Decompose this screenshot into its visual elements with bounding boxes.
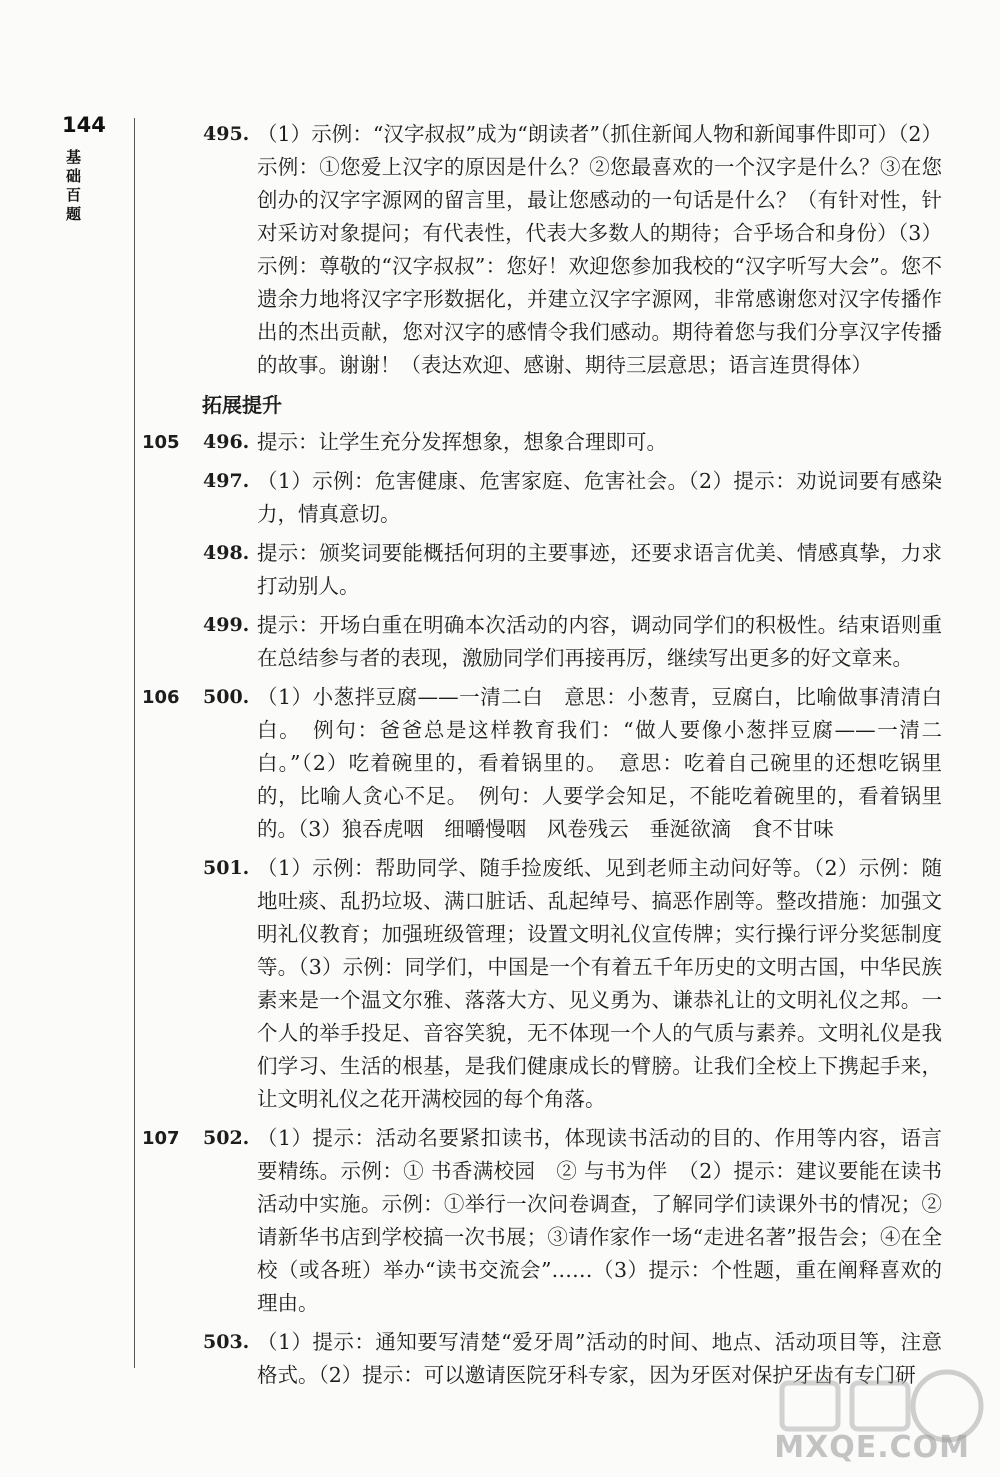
answer-text: （1）提示：活动名要紧扣读书，体现读书活动的目的、作用等内容，语言要精练。示例：① 书香满校园 ② 与书为伴 （2）提示：建议要能在读书活动中实施。示例：①举行一次问卷调查，了解同学们读课外书的情况；②请新华书店到学校搞一次书展；③请作家作一场“走进名著”报告会；④在全校（或各班）举办“读书交流会”……（3）提示：个性题，重在阐释喜欢的理由。 xyxy=(257,1126,942,1315)
answer-text: （1）示例：帮助同学、随手捡废纸、见到老师主动问好等。（2）示例：随地吐痰、乱扔垃圾、满口脏话、乱起绰号、搞恶作剧等。整改措施：加强文明礼仪教育；加强班级管理；设置文明礼仪宣传牌；实行操行评分奖惩制度等。（3）示例：同学们，中国是一个有着五千年历史的文明古国，中华民族素来是一个温文尔雅、落落大方、见义勇为、谦恭礼让的文明礼仪之邦。一个人的举手投足、音容笑貌，无不体现一个人的气质与素养。文明礼仪是我们学习、生活的根基，是我们健康成长的臂膀。让我们全校上下携起手来，让文明礼仪之花开满校园的每个角落。 xyxy=(257,856,942,1111)
question-number: 498. xyxy=(203,542,250,564)
answer-content xyxy=(142,118,942,1398)
section-heading: 拓展提升 xyxy=(202,393,282,417)
page-reference: 107 xyxy=(142,1128,180,1149)
margin-divider xyxy=(134,118,135,1368)
answer-item xyxy=(142,426,942,459)
question-number: 496. xyxy=(203,431,250,453)
answer-text: （1）小葱拌豆腐——一清二白 意思：小葱青，豆腐白，比喻做事清清白白。 例句：爸爸总是这样教育我们：“做人要像小葱拌豆腐——一清二白。”（2）吃着碗里的，看着锅里的。 意思：吃着自己碗里的还想吃锅里的，比喻人贪心不足。 例句：人要学会知足，不能吃着碗里的，看着锅里的。（3）狼吞虎咽 细嚼慢咽 风卷残云 垂涎欲滴 食不甘味 xyxy=(257,685,942,841)
page-number: 144 xyxy=(62,113,106,137)
question-number: 501. xyxy=(203,857,250,879)
answer-text: （1）提示：通知要写清楚“爱牙周”活动的时间、地点、活动项目等，注意格式。（2）提示：可以邀请医院牙科专家，因为牙医对保护牙齿有专门研 xyxy=(257,1330,942,1387)
answer-text: 提示：颁奖词要能概括何玥的主要事迹，还要求语言优美、情感真挚，力求打动别人。 xyxy=(257,541,942,598)
answer-item xyxy=(142,465,942,531)
question-number: 502. xyxy=(203,1127,250,1149)
question-number: 503. xyxy=(203,1331,250,1353)
question-number: 500. xyxy=(203,686,250,708)
answer-item xyxy=(142,681,942,846)
side-title: 基础百题 xyxy=(66,148,82,223)
answer-item xyxy=(142,1122,942,1320)
answers-before-section xyxy=(142,118,942,382)
page-reference: 106 xyxy=(142,687,180,708)
page-reference: 105 xyxy=(142,432,180,453)
answer-text: （1）示例：“汉字叔叔”成为“朗读者”（抓住新闻人物和新闻事件即可）（2）示例：①您爱上汉字的原因是什么？②您最喜欢的一个汉字是什么？③在您创办的汉字字源网的留言里，最让您感动的一句话是什么？（有针对性，针对采访对象提问；有代表性，代表大多数人的期待；合乎场合和身份）（3）示例：尊敬的“汉字叔叔”：您好！欢迎您参加我校的“汉字听写大会”。您不遗余力地将汉字字形数据化，并建立汉字字源网，非常感谢您对汉字传播作出的杰出贡献，您对汉字的感情令我们感动。期待着您与我们分享汉字传播的故事。谢谢！（表达欢迎、感谢、期待三层意思；语言连贯得体） xyxy=(257,122,942,377)
question-number: 495. xyxy=(203,123,250,145)
answer-item xyxy=(142,118,942,382)
watermark-logo xyxy=(742,1361,992,1471)
question-number: 499. xyxy=(203,614,250,636)
answer-text: 提示：让学生充分发挥想象，想象合理即可。 xyxy=(257,430,667,454)
answer-text: （1）示例：危害健康、危害家庭、危害社会。（2）提示：劝说词要有感染力，情真意切。 xyxy=(257,469,942,526)
answers-after-section xyxy=(142,426,942,1392)
answer-text: 提示：开场白重在明确本次活动的内容，调动同学们的积极性。结束语则重在总结参与者的表现，激励同学们再接再厉，继续写出更多的好文章来。 xyxy=(257,613,942,670)
answer-item xyxy=(142,609,942,675)
answer-item xyxy=(142,852,942,1116)
question-number: 497. xyxy=(203,470,250,492)
answer-item xyxy=(142,537,942,603)
watermark-text: MXQE.COM xyxy=(774,1430,970,1465)
